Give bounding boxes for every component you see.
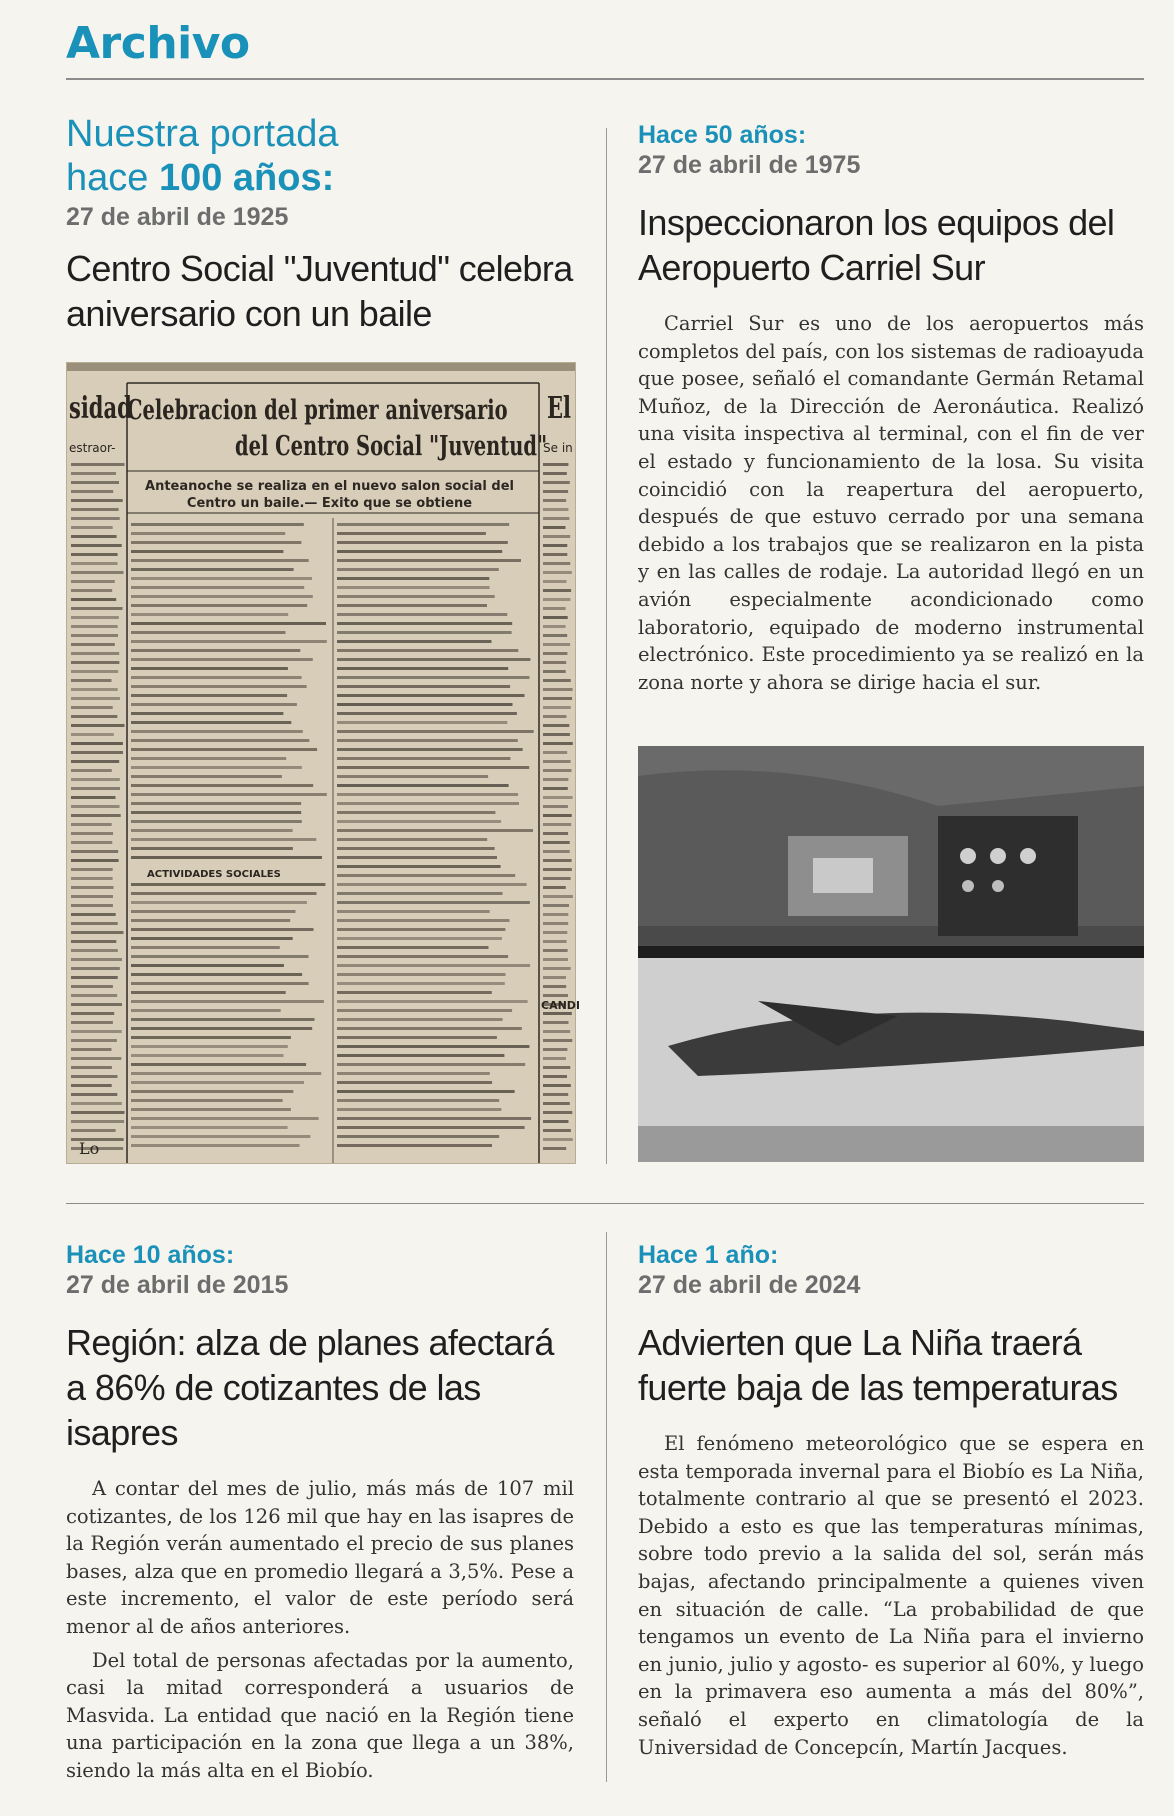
article-date: 27 de abril de 1925 <box>66 203 289 231</box>
article-headline: Centro Social "Juventud" celebra aniversario con un baile <box>66 248 573 334</box>
column-divider-top <box>606 128 607 1164</box>
clipping-bottom-fragment: Lo <box>79 1139 100 1158</box>
article-headline: Inspeccionaron los equipos del Aeropuerto Carriel Sur <box>638 202 1115 288</box>
clipping-left-small: estraor- <box>69 441 116 455</box>
article-headline: Advierten que La Niña traerá fuerte baja de las temperaturas <box>638 1322 1118 1408</box>
article-10-years <box>66 1240 574 1785</box>
section-title: Archivo <box>66 18 250 69</box>
clipping-right-fragment: El <box>547 391 571 426</box>
clipping-right-small: Se in <box>543 441 573 455</box>
article-body: El fenómeno meteorológico que se espera en esta temporada invernal para el Biobío es La Niña, totalmente contrario al que se presentó el 2023. Debido a esto es que las temperaturas mínimas, sobre todo previo a la salida del sol, serán más bajas, afectando principalmente a quienes viven en situación de calle. “La probabilidad de que tengamos un evento de La Niña para el invierno en junio, julio y agosto- es superior al 60%, y luego en la primavera eso aumenta a más del 80%”, señaló el experto en climatología de la Universidad de Concepcín, Martín Jacques. <box>638 1432 1144 1759</box>
middle-divider <box>66 1203 1144 1204</box>
article-date: 27 de abril de 2024 <box>638 1271 861 1299</box>
article-date: 27 de abril de 1975 <box>638 151 861 179</box>
article-date: 27 de abril de 2015 <box>66 1271 289 1299</box>
clipping-subheadline: Anteanoche se realiza en el nuevo salon social del Centro un baile.— Exito que se obtiene <box>145 479 514 511</box>
clipping-side-label: CANDI <box>541 999 581 1012</box>
kicker: Hace 10 años: <box>66 1241 235 1269</box>
kicker-line-2: hace 100 años: <box>66 157 335 199</box>
article-body-paragraph-1: A contar del mes de julio, más más de 107 mil cotizantes, de los 126 mil que hay en las isapres de la Región verán aumentado el precio de sus planes bases, alza que en promedio llegará a 3,5%. Pese a este incremento, el valor de este período será menor al de años anteriores. <box>66 1477 574 1638</box>
kicker-line-1: Nuestra portada <box>66 113 339 155</box>
article-100-years <box>66 112 586 336</box>
kicker: Hace 50 años: <box>638 121 807 149</box>
article-body: Carriel Sur es uno de los aeropuertos más completos del país, con los sistemas de radioayuda que posee, señaló el comandante Germán Retamal Muñoz, de la Dirección de Aeronáutica. Realizó una visita inspectiva al terminal, con el fin de ver el estado y funcionamiento de la losa. Su visita coincidió con la reapertura del aeropuerto, después de que estuvo cerrado por una semana debido a los trabajos que se realizaron en la pista y en las calles de rodaje. La autoridad llegó en un avión especialmente acondicionado como laboratorio, equipado de moderno instrumental electrónico. Este procedimiento ya se realizó en la zona norte y ahora se dirige hacia el sur. <box>638 312 1144 694</box>
article-50-years <box>638 120 1144 696</box>
top-divider <box>66 78 1144 80</box>
clipping-left-fragment: sidad <box>69 391 132 426</box>
article-1-year <box>638 1240 1144 1761</box>
kicker: Hace 1 año: <box>638 1241 779 1269</box>
article-headline: Región: alza de planes afectará a 86% de cotizantes de las isapres <box>66 1322 554 1453</box>
airport-equipment-photo <box>638 746 1144 1162</box>
newspaper-clipping-image <box>66 362 581 1164</box>
clipping-section-label: ACTIVIDADES SOCIALES <box>147 869 281 880</box>
column-divider-bottom <box>606 1232 607 1782</box>
clipping-headline: Celebracion del primer aniversario del Centro Social "Juventud" <box>127 395 548 462</box>
photo-illustration <box>638 746 1144 1162</box>
article-body-paragraph-2: Del total de personas afectadas por la aumento, casi la mitad corresponderá a usuarios de Masvida. La entidad que nació en la Región tiene una participación en la zona que llega a un 38%, siendo la más alta en el Biobío. <box>66 1648 574 1782</box>
